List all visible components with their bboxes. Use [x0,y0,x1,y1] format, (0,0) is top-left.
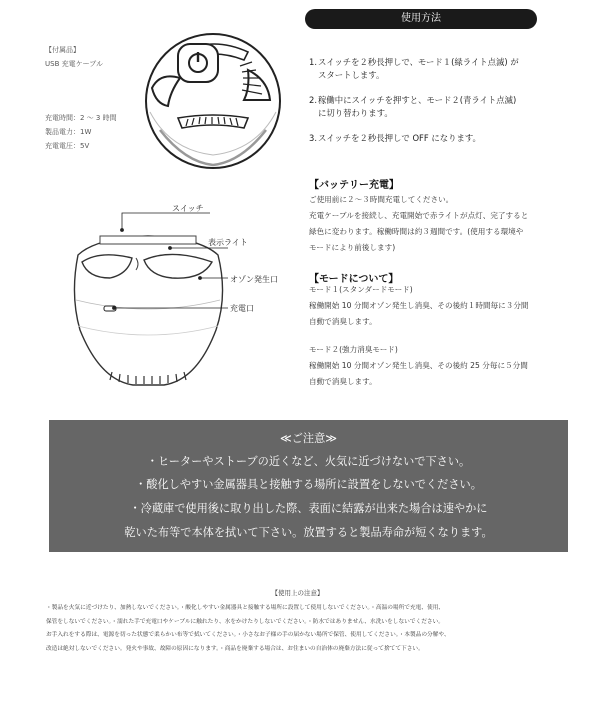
spec-power: 製品電力：1W [45,128,92,136]
mode2-title: モード２(強力消臭モード) [309,345,398,354]
mode1-line: 自動で消臭します。 [309,317,377,326]
device-top-view [146,34,280,168]
modes-title: 【モードについて】 [309,274,399,285]
step-3 [309,132,579,145]
label-charge-port: 充電口 [230,304,254,313]
battery-line: ご使用前に２～３時間充電してください。 [309,195,454,204]
mode1-line: 稼働開始 10 分間オゾン発生し消臭、その後約１時間毎に３分間 [309,301,529,310]
usage-note-line: 改造は絶対しないでください。発火や事故、故障の原因になります。・商品を廃棄する場合は、お住まいの自治体の廃棄方法に従って捨てて下さい。 [46,645,424,652]
battery-body [309,192,594,256]
step-number: 2. [309,95,317,105]
spec-voltage: 充電電圧：5V [45,142,90,150]
step-text: スイッチを２秒長押しで、モード１(緑ライト点滅) が [318,57,519,67]
mode1-title: モード１(スタンダードモード) [309,285,413,294]
step-text-cont: スタートします。 [318,70,385,80]
mode2-line: 自動で消臭します。 [309,377,377,386]
usage-note-line: 保管をしないでください。・濡れた手で充電口やケーブルに触れたり、水をかけたりしないでください。・防水ではありません、水洗いをしないでください。 [46,618,444,625]
usage-notes-title: 【使用上の注意】 [271,589,324,597]
label-switch: スイッチ [172,204,204,213]
step-text-cont: に切り替わります。 [318,108,393,118]
label-ozone-outlet: オゾン発生口 [230,275,278,284]
usage-note-line: ・製品を火気に近づけたり、加熱しないでください。・酸化しやすい金属器具と接触する場所に設置して使用しないでください。・高温の場所で充電、使用、 [46,605,445,611]
battery-line: 緑色に変わります。稼働時間は約３週間です。(使用する環境や [309,227,524,236]
caution-line: ・冷蔵庫で使用後に取り出した際、表面に結露が出来た場合は速やかに [129,502,488,515]
step-number: 1. [309,57,317,67]
device-side-view [74,236,222,385]
mode1-block [309,282,594,330]
battery-line: モードにより前後します) [309,243,396,252]
caution-line: ・ヒーターやストーブの近くなど、火気に近づけないで下さい。 [146,455,471,468]
spec-charge-time: 充電時間：2 ～ 3 時間 [45,114,117,122]
mode2-block [309,342,594,390]
battery-title: 【バッテリー充電】 [309,180,399,191]
usage-note-line: お手入れをする際は、電源を切った状態で柔らかい布等で拭いてください。・小さなお子様の手の届かない場所で保管、使用してください。・本製品の分解や、 [46,632,450,638]
step-text: 稼働中にスイッチを押すと、モード２(青ライト点滅) [318,95,517,105]
caution-box [49,420,568,552]
accessory-heading: 【付属品】 [45,46,80,54]
usage-notes-body [46,602,572,656]
accessory-item: USB 充電ケーブル [45,60,103,68]
label-indicator: 表示ライト [208,238,248,247]
caution-title: ≪ご注意≫ [280,432,337,445]
caution-line: ・酸化しやすい金属器具と接触する場所に設置をしないでください。 [135,478,482,491]
step-1 [309,56,579,82]
mode2-line: 稼働開始 10 分間オゾン発生し消臭、その後約 25 分毎に５分間 [309,361,528,370]
caution-line: 乾いた布等で本体を拭いて下さい。放置すると製品寿命が短くなります。 [124,526,493,539]
usage-header: 使用方法 [305,9,537,29]
battery-line: 充電ケーブルを接続し、充電開始で赤ライトが点灯、完了すると [309,211,529,220]
step-2 [309,94,579,120]
step-text: スイッチを２秒長押しで OFF になります。 [318,133,481,143]
step-number: 3. [309,133,317,143]
